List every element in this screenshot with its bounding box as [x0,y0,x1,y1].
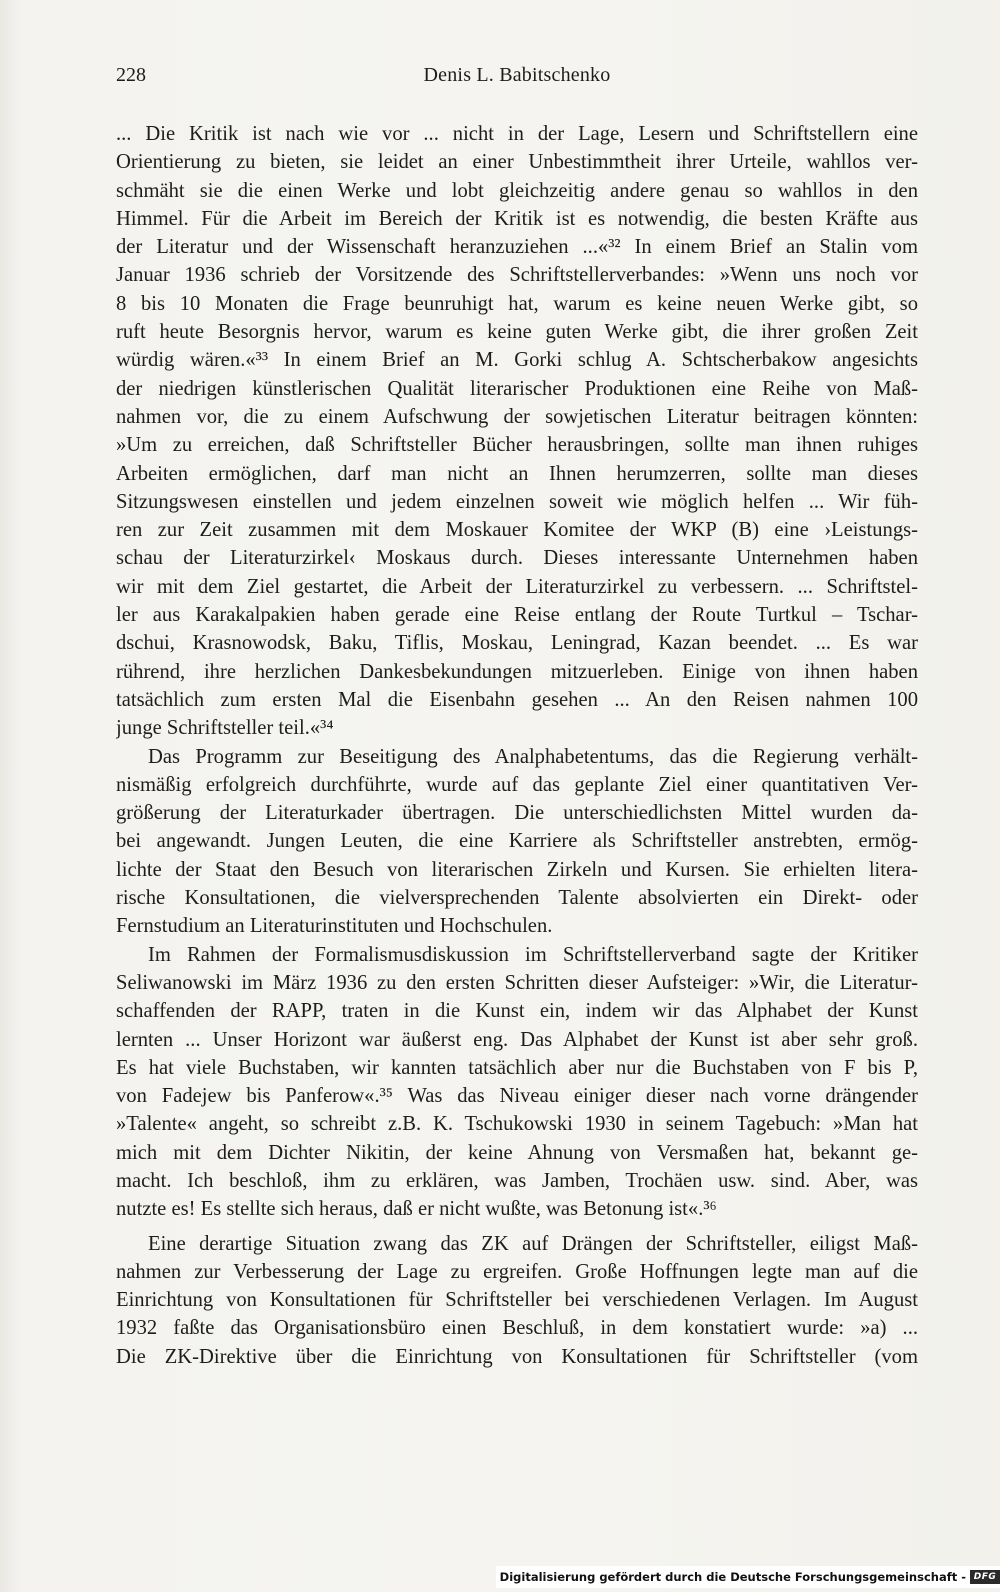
dfg-logo-icon: DFG [970,1570,1000,1584]
text-line: dschui, Krasnowodsk, Baku, Tiflis, Moskau, Leningrad, Kazan beendet. ... Es war [116,632,918,655]
text-line: Es hat viele Buchstaben, wir kannten tatsächlich aber nur die Buchstaben von F bis P, [116,1056,918,1079]
text-line: würdig wären.«³³ In einem Brief an M. Gorki schlug A. Schtscherbakow angesichts [116,349,918,372]
text-line: wir mit dem Ziel gestartet, die Arbeit der Literaturzirkel zu verbessern. ... Schriftstel- [116,575,918,598]
text-line: größerung der Literaturkader übertragen. Die unterschiedlichsten Mittel wurden da- [116,802,918,825]
text-line: der niedrigen künstlerischen Qualität literarischer Produktionen eine Reihe von Maß- [116,377,918,400]
text-line: nismäßig erfolgreich durchführte, wurde auf das geplante Ziel einer quantitativen Ver- [116,773,918,796]
text-line: lernten ... Unser Horizont war äußerst eng. Das Alphabet der Kunst ist aber sehr groß. [116,1028,918,1051]
text-line: schmäht sie die einen Werke und lobt gleichzeitig andere genau so wahllos in den [116,179,918,202]
text-line: tatsächlich zum ersten Mal die Eisenbahn gesehen ... An den Reisen nahmen 100 [116,688,918,711]
text-line: Himmel. Für die Arbeit im Bereich der Kritik ist es notwendig, die besten Kräfte aus [116,207,918,230]
text-line: Januar 1936 schrieb der Vorsitzende des Schriftstellerverbandes: »Wenn uns noch vor [116,264,918,287]
text-line: ler aus Karakalpakien haben gerade eine Reise entlang der Route Turtkul – Tschar- [116,604,918,627]
text-line: schau der Literaturzirkel‹ Moskaus durch. Dieses interessante Unternehmen haben [116,547,918,570]
text-line: rische Konsultationen, die vielversprechenden Talente absolvierten ein Direkt- oder [116,887,918,910]
text-line: Das Programm zur Beseitigung des Analphabetentums, das die Regierung verhält- [148,745,918,768]
text-line: »Um zu erreichen, daß Schriftsteller Bücher herausbringen, sollte man ihnen ruhiges [116,434,918,457]
text-line: der Literatur und der Wissenschaft heranzuziehen ...«³² In einem Brief an Stalin vom [116,236,918,259]
text-line: Seliwanowski im März 1936 zu den ersten Schritten dieser Aufsteiger: »Wir, die Literatur- [116,971,918,994]
text-line: rührend, ihre herzlichen Dankesbekundungen mitzuerleben. Einige von ihnen haben [116,660,918,683]
text-line: ren zur Zeit zusammen mit dem Moskauer Komitee der WKP (B) eine ›Leistungs- [116,519,918,542]
text-line: lichte der Staat den Besuch von literarischen Zirkeln und Kursen. Sie erhielten litera- [116,858,918,881]
text-line: Die ZK-Direktive über die Einrichtung von Konsultationen für Schriftsteller (vom [116,1345,918,1368]
text-line: nutzte es! Es stellte sich heraus, daß er nicht wußte, was Betonung ist«.³⁶ [116,1198,717,1221]
text-line: »Talente« angeht, so schreibt z.B. K. Tschukowski 1930 in seinem Tagebuch: »Man hat [116,1113,918,1136]
text-line: Sitzungswesen einstellen und jedem einzelnen soweit wie möglich helfen ... Wir füh- [116,490,918,513]
text-line: Orientierung zu bieten, sie leidet an einer Unbestimmtheit ihrer Urteile, wahllos ver- [116,151,918,174]
text-line: 8 bis 10 Monaten die Frage beunruhigt hat, warum es keine neuen Werke gibt, so [116,292,918,315]
page-header [116,64,918,94]
text-line: Fernstudium an Literaturinstituten und Hochschulen. [116,915,553,938]
text-line: Einrichtung von Konsultationen für Schriftsteller bei verschiedenen Verlagen. Im August [116,1289,918,1312]
footer-text: Digitalisierung gefördert durch die Deutsche Forschungsgemeinschaft - [499,1570,966,1584]
text-line: ruft heute Besorgnis hervor, warum es keine guten Werke gibt, die ihrer großen Zeit [116,321,918,344]
text-line: mich mit dem Dichter Nikitin, der keine Ahnung von Versmaßen hat, bekannt ge- [116,1141,918,1164]
text-line: nahmen zur Verbesserung der Lage zu ergreifen. Große Hoffnungen legte man auf die [116,1260,918,1283]
text-line: 1932 faßte das Organisationsbüro einen Beschluß, in dem konstatiert wurde: »a) ... [116,1317,918,1340]
body-text [116,120,918,1371]
text-line: bei angewandt. Jungen Leuten, die eine Karriere als Schriftsteller anstrebten, ermög- [116,830,918,853]
text-line: Eine derartige Situation zwang das ZK auf Drängen der Schriftsteller, eiligst Maß- [148,1232,918,1255]
text-line: junge Schriftsteller teil.«³⁴ [116,717,334,740]
text-line: Im Rahmen der Formalismusdiskussion im Schriftstellerverband sagte der Kritiker [148,943,918,966]
digitization-footer [496,1566,1000,1588]
text-line: ... Die Kritik ist nach wie vor ... nicht in der Lage, Lesern und Schriftstellern eine [116,123,918,145]
running-head: Denis L. Babitschenko [423,64,611,86]
text-line: macht. Ich beschloß, ihm zu erklären, was Jamben, Trochäen usw. sind. Aber, was [116,1169,918,1192]
text-line: von Fadejew bis Panferow«.³⁵ Was das Niveau einiger dieser nach vorne drängender [116,1085,918,1108]
page-number: 228 [116,64,146,86]
text-line: schaffenden der RAPP, traten in die Kunst ein, indem wir das Alphabet der Kunst [116,1000,918,1023]
text-line: Arbeiten ermöglichen, darf man nicht an Ihnen herumzerren, sollte man dieses [116,462,918,485]
text-line: nahmen vor, die zu einem Aufschwung der sowjetischen Literatur beitragen könnten: [116,405,918,428]
